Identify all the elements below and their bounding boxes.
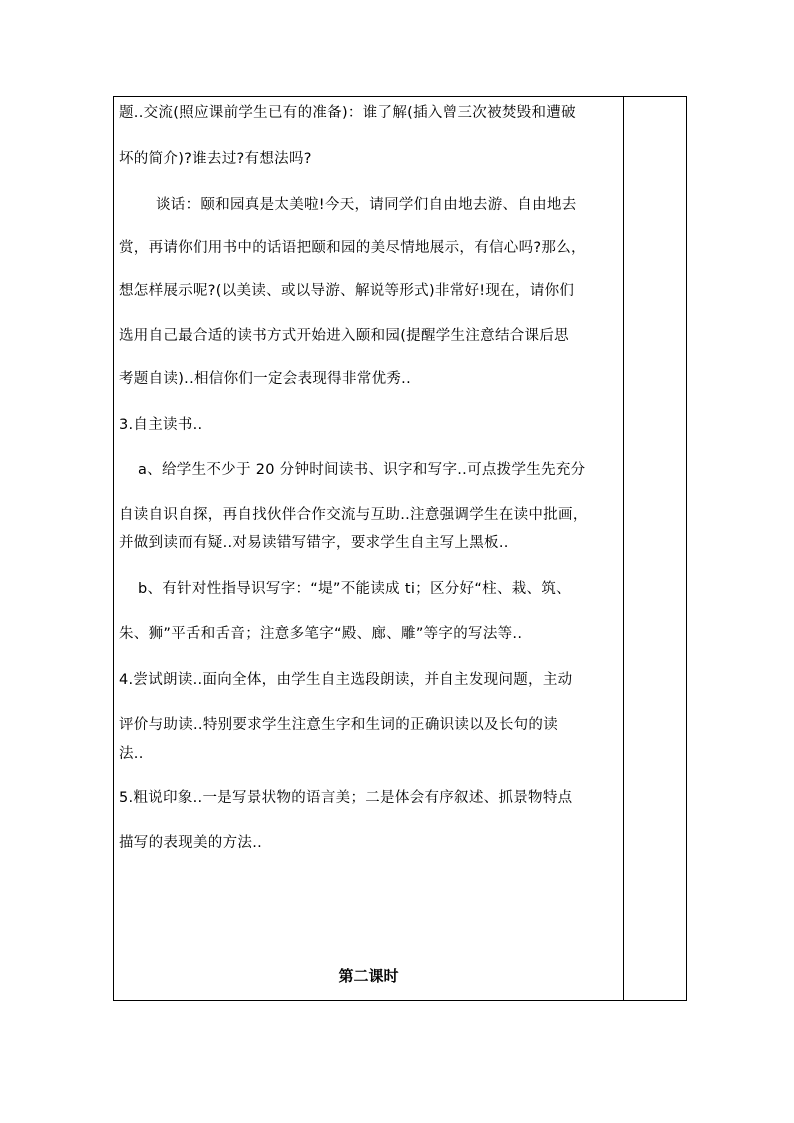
text-line: 谈话：颐和园真是太美啦!今天，请同学们自由地去游、自由地去 (156, 197, 577, 213)
text-line: 描写的表现美的方法.. (119, 835, 263, 851)
text-line: 想怎样展示呢?(以美读、或以导游、解说等形式)非常好!现在，请你们 (119, 283, 575, 299)
text-line: 题..交流(照应课前学生已有的准备)：谁了解(插入曾三次被焚毁和遭破 (119, 105, 576, 121)
text-line: 4.尝试朗读..面向全体，由学生自主选段朗读，并自主发现问题，主动 (119, 672, 573, 688)
text-line: a、给学生不少于 20 分钟时间读书、识字和写字..可点拨学生先充分 (138, 462, 586, 478)
text-line: 朱、狮”平舌和舌音；注意多笔字“殿、廊、雕”等字的写法等.. (119, 626, 523, 642)
section-title: 第二课时 (338, 967, 399, 985)
text-line: 法.. (119, 746, 144, 762)
text-line: 自读自识自探，再自找伙伴合作交流与互助..注意强调学生在读中批画， (119, 507, 588, 523)
text-line: 坏的简介)?谁去过?有想法吗? (119, 151, 312, 167)
text-line: 3.自主读书.. (119, 417, 203, 433)
text-line: 考题自读)..相信你们一定会表现得非常优秀.. (119, 371, 411, 387)
text-line: 并做到读而有疑..对易读错写错字，要求学生自主写上黑板.. (119, 535, 509, 551)
column-divider (623, 97, 624, 1000)
text-line: 评价与助读..特别要求学生注意生字和生词的正确识读以及长句的读 (119, 717, 559, 733)
text-line: 选用自己最合适的读书方式开始进入颐和园(提醒学生注意结合课后思 (119, 328, 569, 344)
text-line: 赏，再请你们用书中的话语把颐和园的美尽情地展示，有信心吗?那么， (119, 240, 586, 256)
lesson-table (113, 96, 687, 1001)
text-line: 5.粗说印象..一是写景状物的语言美；二是体会有序叙述、抓景物特点 (119, 790, 573, 806)
text-line: b、有针对性指导识写字：“堤”不能读成 ti；区分好“柱、栽、筑、 (138, 581, 571, 597)
